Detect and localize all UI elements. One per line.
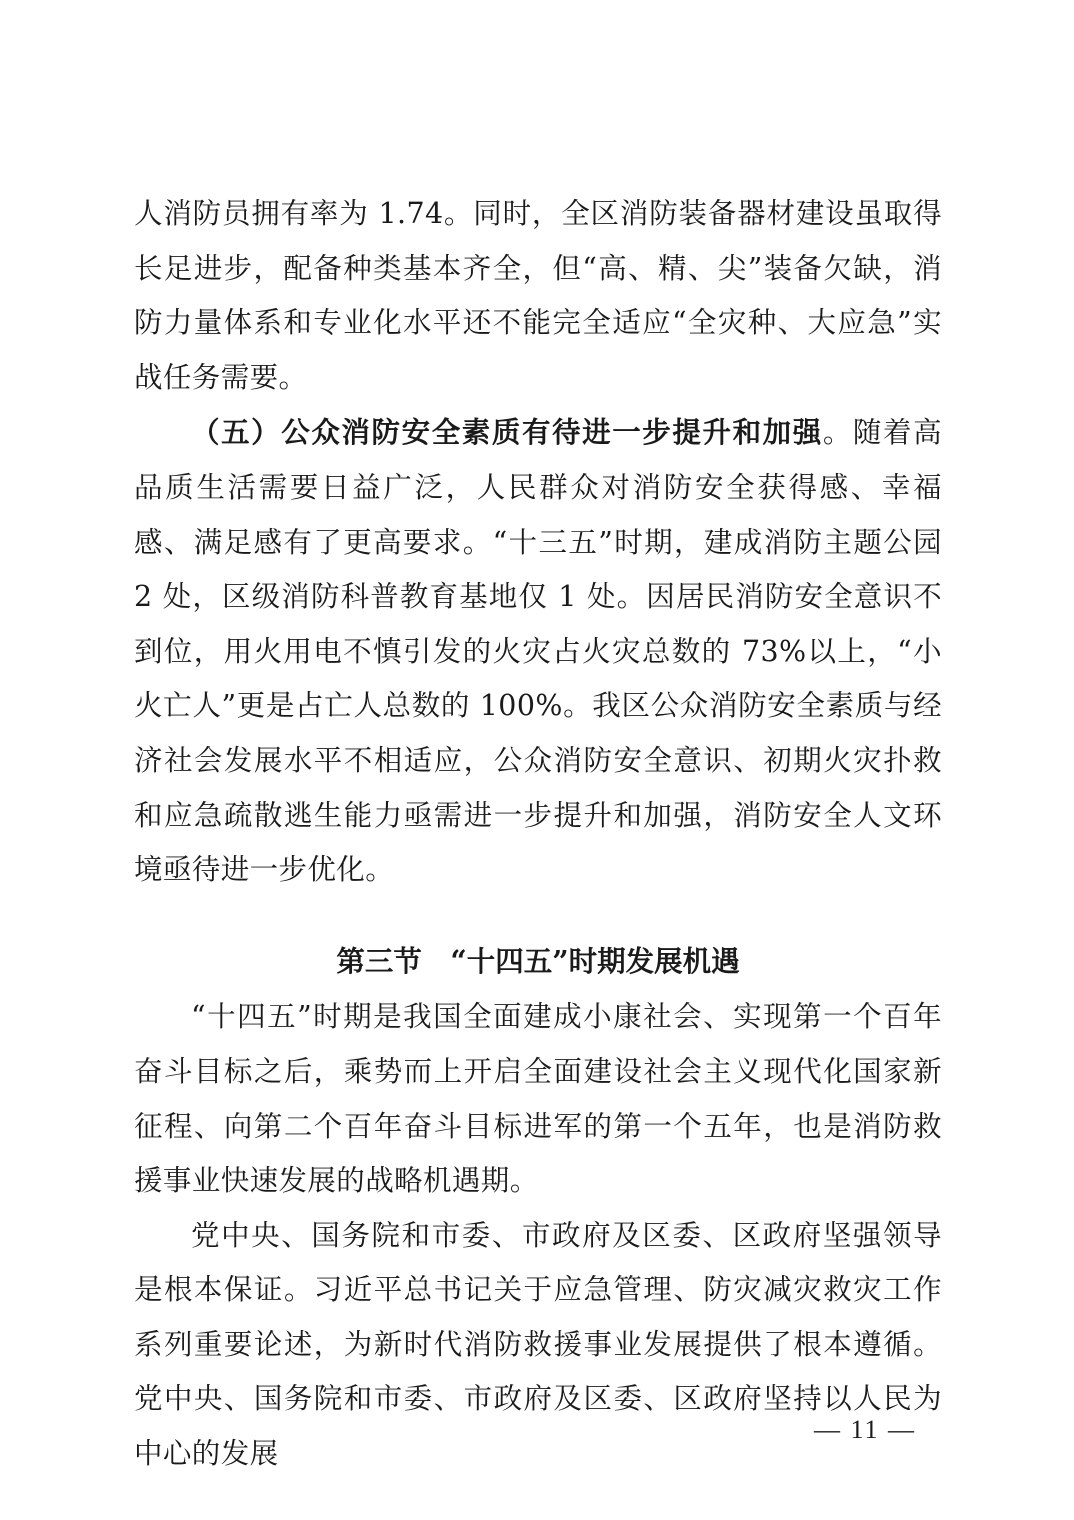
paragraph-text: 党中央、国务院和市委、市政府及区委、区政府坚强领导是根本保证。习近平总书记关于应急管理、防灾减灾救灾工作系列重要论述，为新时代消防救援事业发展提供了根本遵循。党中央、国务院和市委、市政府及区委、区政府坚持以人民为中心的发展 bbox=[134, 1218, 942, 1471]
paragraph-text: 。随着高品质生活需要日益广泛，人民群众对消防安全获得感、幸福感、满足感有了更高要求。“十三五”时期，建成消防主题公园 2 处，区级消防科普教育基地仅 1 处。因居民消防安全意识不到位，用火用电不慎引发的火灾占火灾总数的 73%以上，“小火亡人”更是占亡人总数的 100%。我区公众消防安全素质与经济社会发展水平不相适应，公众消防安全意识、初期火灾扑救和应急疏散逃生能力亟需进一步提升和加强，消防安全人文环境亟待进一步优化。 bbox=[134, 416, 942, 887]
paragraph-continued bbox=[134, 187, 942, 405]
paragraph-public-fire-safety bbox=[134, 405, 942, 897]
paragraph-bold-heading: （五）公众消防安全素质有待进一步提升和加强 bbox=[191, 415, 823, 450]
document-body bbox=[134, 187, 942, 1482]
section-title: 第三节 “十四五”时期发展机遇 bbox=[336, 943, 740, 978]
paragraph-opportunity-period bbox=[134, 990, 942, 1208]
paragraph-text: “十四五”时期是我国全面建成小康社会、实现第一个百年奋斗目标之后，乘势而上开启全面建设社会主义现代化国家新征程、向第二个百年奋斗目标进军的第一个五年，也是消防救援事业快速发展的战略机遇期。 bbox=[134, 1000, 942, 1198]
paragraph-text: 人消防员拥有率为 1.74。同时，全区消防装备器材建设虽取得长足进步，配备种类基本齐全，但“高、精、尖”装备欠缺，消防力量体系和专业化水平还不能完全适应“全灾种、大应急”实战任务需要。 bbox=[134, 197, 942, 394]
page-number: — 11 — bbox=[813, 1415, 916, 1444]
